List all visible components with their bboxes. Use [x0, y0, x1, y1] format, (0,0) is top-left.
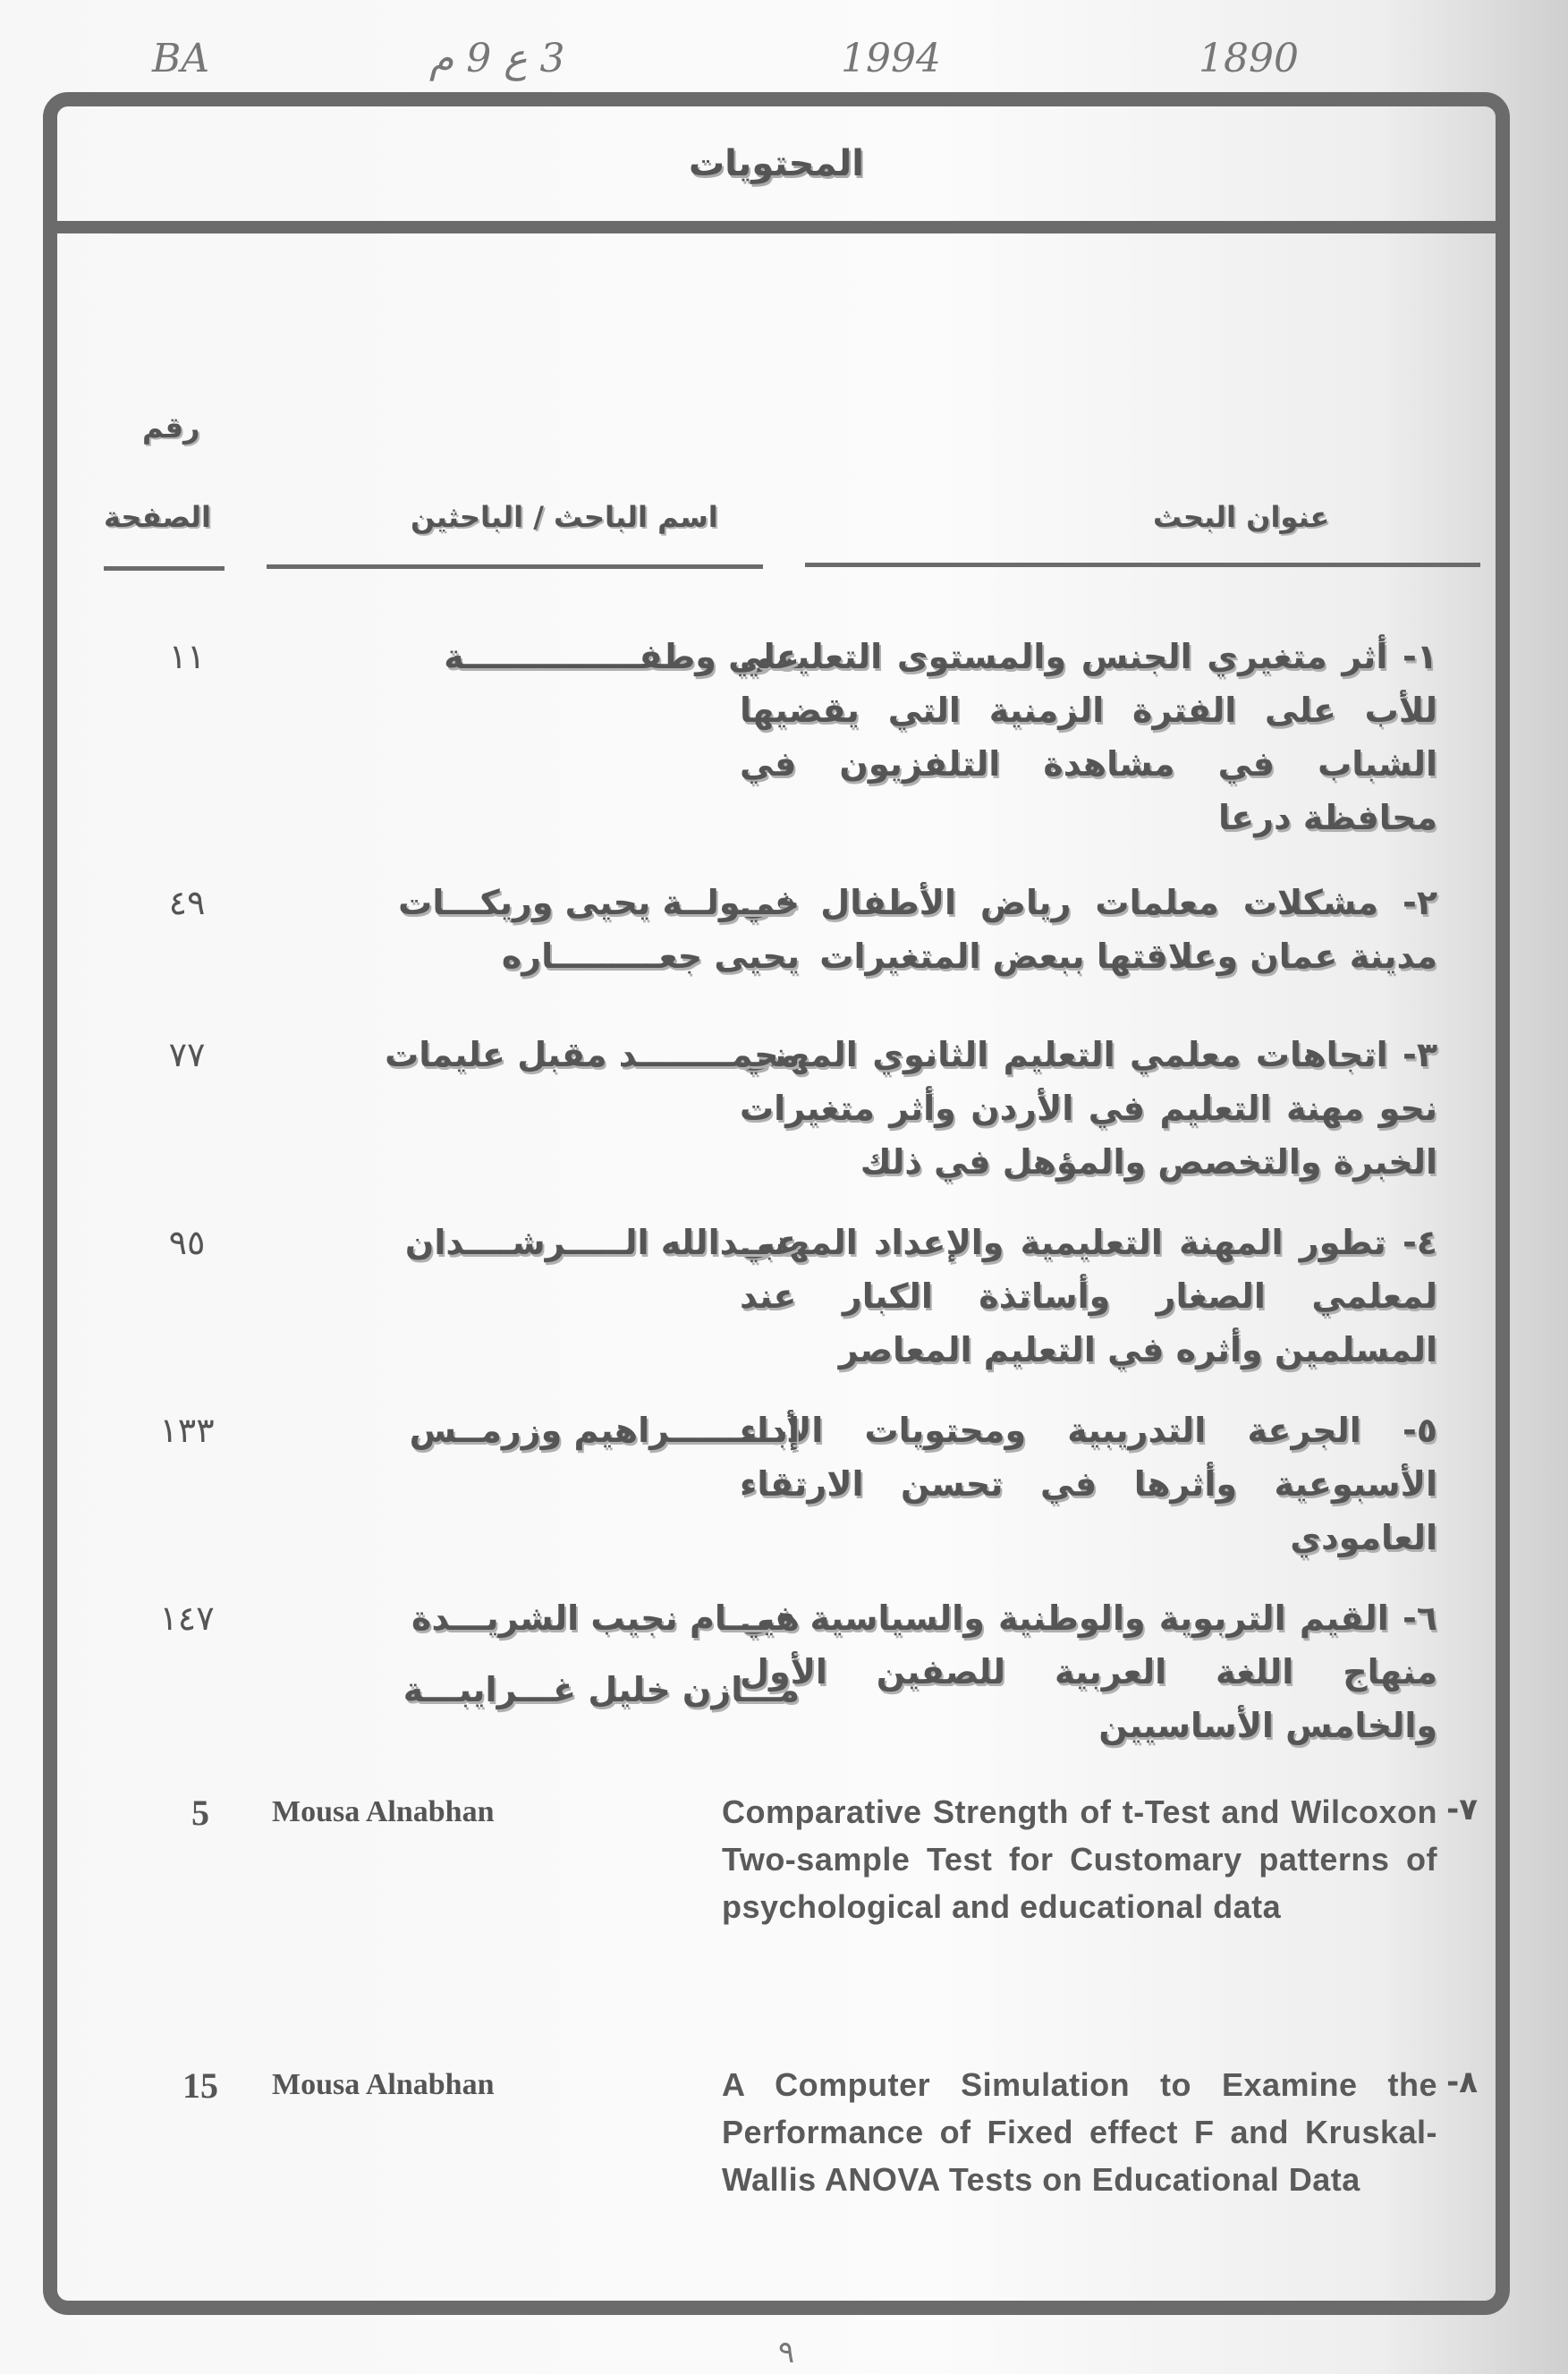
entry-page: 15: [182, 2065, 218, 2106]
entry-number: ١-: [1403, 637, 1437, 676]
entry-page: 5: [191, 1793, 209, 1833]
entry-title[interactable]: Comparative Strength of t-Test and Wilcoxon Two-sample Test for Customary patterns of psychological and educational data: [722, 1793, 1437, 1925]
entry-number: ٢-: [1403, 883, 1438, 922]
entry-page: ٤٩: [168, 883, 206, 922]
entry-title[interactable]: [740, 1591, 1437, 1752]
handwritten-note-2: 3 ع 9 م: [429, 36, 565, 81]
entry-title-text: القيم التربوية والوطنية والسياسية في منهاج اللغة العربية للصفين الأول والخامس الأساسيين: [740, 1598, 1437, 1745]
entry-number: ٤-: [1403, 1223, 1437, 1262]
entry-author: Mousa Alnabhan: [272, 1795, 495, 1828]
handwritten-note-3: 1994: [841, 36, 941, 81]
entry-page: ٧٧: [168, 1035, 206, 1074]
column-header-page-line2: الصفحة: [104, 500, 212, 534]
entry-title[interactable]: [740, 1028, 1437, 1189]
entry-title[interactable]: A Computer Simulation to Examine the Performance of Fixed effect F and Kruskal-Wallis ANOVA Tests on Educational Data: [722, 2066, 1437, 2198]
header-rule-page: [104, 566, 225, 571]
entry-title-text: تطور المهنة التعليمية والإعداد المهني لمعلمي الصغار وأساتذة الكبار عند المسلمين وأثره في التعليم المعاصر: [740, 1223, 1437, 1369]
contents-frame: [43, 92, 1510, 2315]
handwritten-note-4: 1890: [1199, 36, 1299, 81]
entry-title[interactable]: [740, 876, 1437, 983]
title-band: [57, 106, 1496, 233]
entry-title[interactable]: [740, 630, 1437, 844]
entry-author: مـــازن خليل غـــرايبـــة: [403, 1670, 800, 1709]
entry-page: ٩٥: [168, 1223, 206, 1262]
entry-author: عبــدالله الـــــرشــــدان: [404, 1223, 800, 1262]
entry-page: ١٣٣: [159, 1411, 215, 1450]
entry-author: Mousa Alnabhan: [272, 2068, 495, 2101]
entry-title-text: الجرعة التدريبية ومحتويات الأداء الأسبوعية وأثرها في تحسن الارتقاء العامودي: [740, 1411, 1437, 1557]
entry-number: -٧: [1446, 1792, 1478, 1827]
entry-author: علي وطفـــــــــــــــة: [444, 637, 800, 676]
entry-author: خـــولــة يحيى وريكـــات: [398, 883, 800, 922]
header-rule-title: [805, 563, 1480, 567]
entry-title[interactable]: [740, 1216, 1437, 1377]
header-rule-author: [267, 564, 763, 569]
footer-page-number: ٩: [778, 2335, 795, 2370]
handwritten-note-1: BA: [152, 36, 210, 81]
entry-number: -٨: [1446, 2065, 1478, 2100]
column-header-author: اسم الباحث / الباحثين: [411, 500, 718, 534]
entry-title-text: أثر متغيري الجنس والمستوى التعليمي للأب على الفترة الزمنية التي يقضيها الشباب في مشاهدة التلفزيون في محافظة درعا: [740, 637, 1437, 837]
column-header-title: عنوان البحث: [1153, 500, 1330, 534]
page-title: المحتويات: [688, 143, 864, 184]
entry-number: ٣-: [1403, 1035, 1438, 1074]
column-header-page-line1: رقم: [142, 411, 200, 445]
entry-number: ٥-: [1403, 1411, 1437, 1450]
entry-title[interactable]: [740, 1403, 1437, 1564]
entry-author: هيـــام نجيب الشريـــدة: [411, 1598, 800, 1638]
entry-title-text: اتجاهات معلمي التعليم الثانوي المهني نحو مهنة التعليم في الأردن وأثر متغيرات الخبرة والتخصص والمؤهل في ذلك: [740, 1035, 1437, 1182]
entry-page: ١١: [168, 637, 206, 676]
entry-title-text: مشكلات معلمات رياض الأطفال في مدينة عمان وعلاقتها ببعض المتغيرات: [740, 883, 1437, 976]
entry-author: محمــــــــد مقبل عليمات: [385, 1035, 800, 1074]
entry-number: ٦-: [1403, 1598, 1437, 1638]
entry-author: إبـــــــــراهيم وزرمــس: [409, 1411, 800, 1450]
entry-author: يحيى جعـــــــــاره: [501, 937, 800, 976]
entry-page: ١٤٧: [159, 1598, 215, 1638]
